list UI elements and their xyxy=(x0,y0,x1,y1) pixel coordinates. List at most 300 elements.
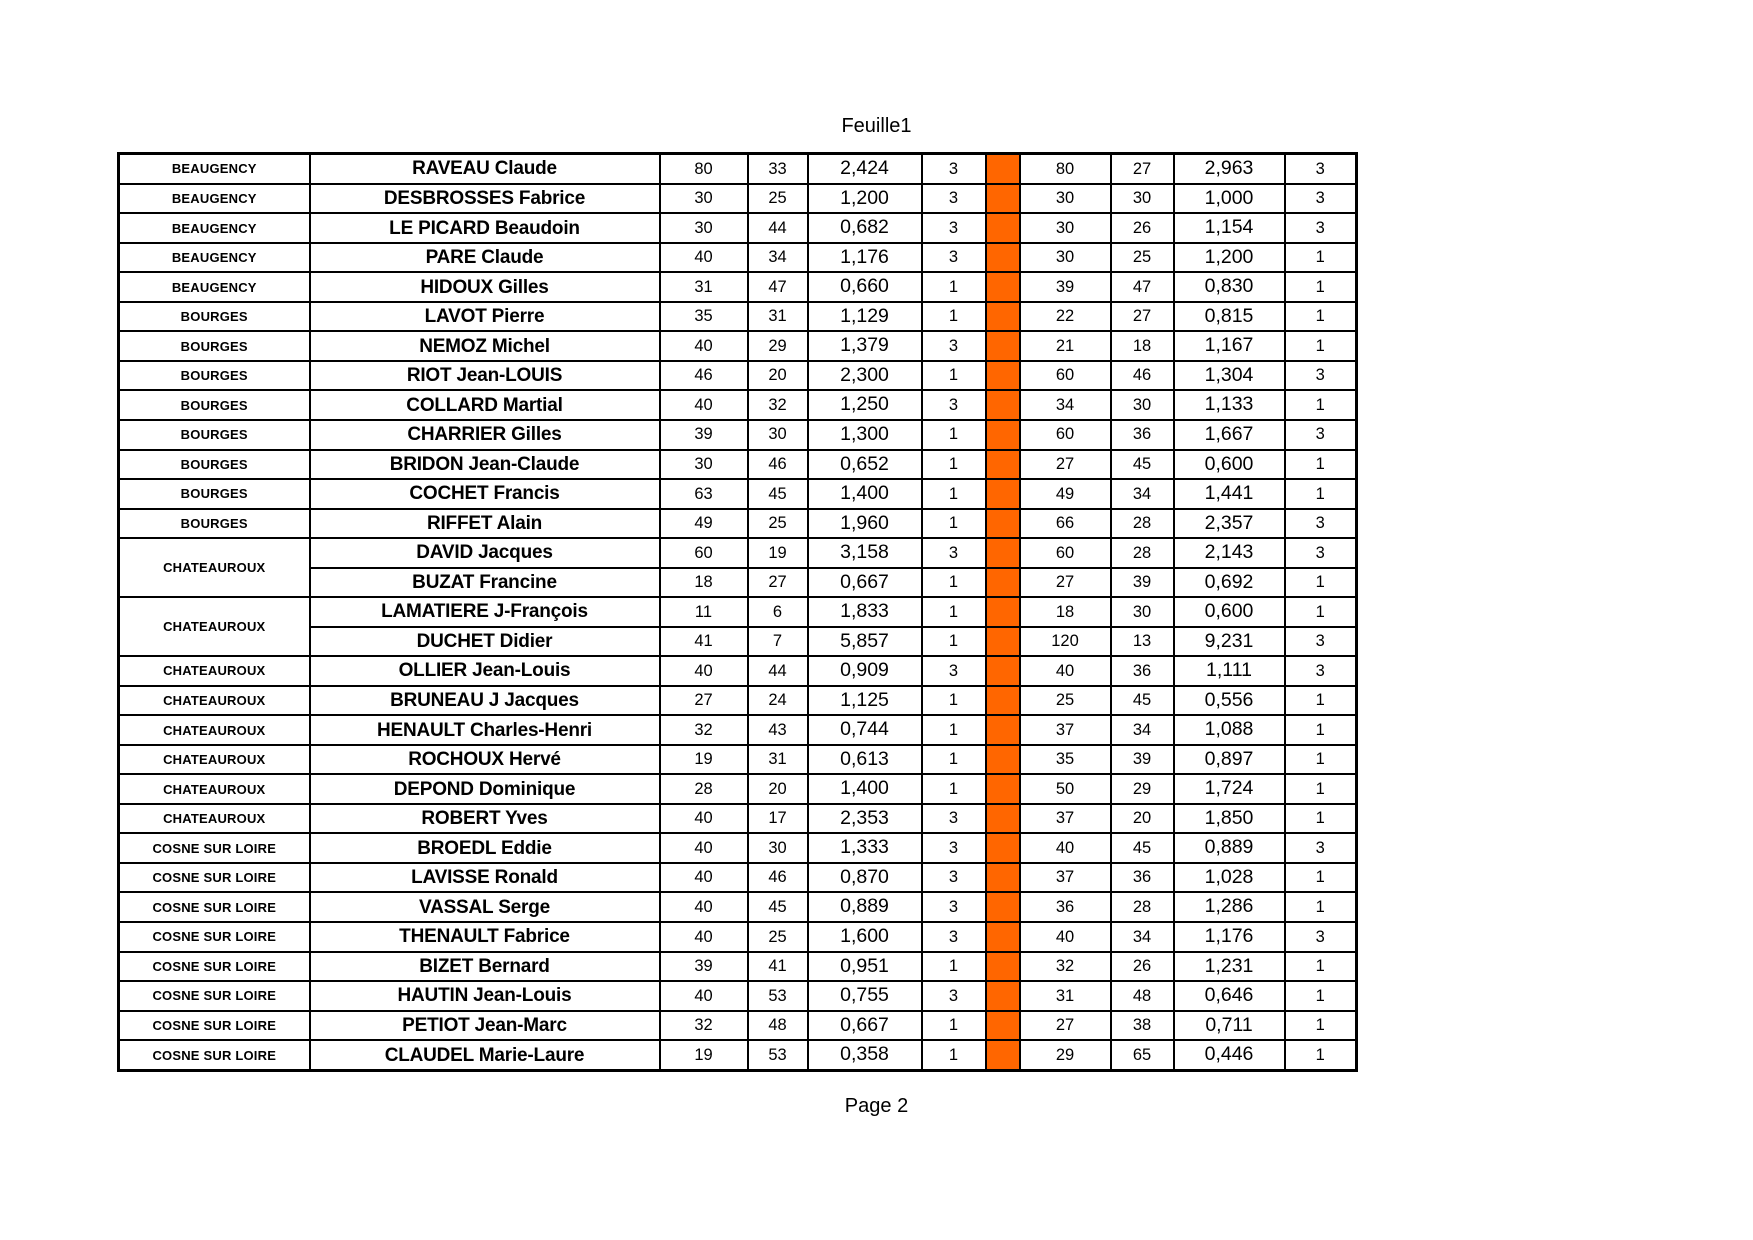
name-cell: CLAUDEL Marie-Laure xyxy=(310,1040,660,1070)
score-a2-cell: 25 xyxy=(748,922,808,952)
ratio-b-cell: 1,176 xyxy=(1174,922,1285,952)
name-cell: BRIDON Jean-Claude xyxy=(310,450,660,480)
points-a-cell: 1 xyxy=(922,1040,986,1070)
table-row xyxy=(119,331,1357,361)
points-a-cell: 3 xyxy=(922,804,986,834)
score-a1-cell: 40 xyxy=(660,243,748,273)
score-b1-cell: 31 xyxy=(1020,981,1111,1011)
ratio-a-cell: 0,613 xyxy=(808,745,922,775)
city-cell: BOURGES xyxy=(119,302,310,332)
ratio-b-cell: 1,088 xyxy=(1174,715,1285,745)
points-b-cell: 1 xyxy=(1285,479,1357,509)
score-a2-cell: 30 xyxy=(748,420,808,450)
ratio-b-cell: 1,441 xyxy=(1174,479,1285,509)
score-b2-cell: 28 xyxy=(1111,509,1174,539)
points-b-cell: 1 xyxy=(1285,302,1357,332)
ratio-b-cell: 1,850 xyxy=(1174,804,1285,834)
score-b2-cell: 45 xyxy=(1111,686,1174,716)
ratio-b-cell: 1,724 xyxy=(1174,774,1285,804)
ratio-a-cell: 1,200 xyxy=(808,184,922,214)
table-row xyxy=(119,686,1357,716)
score-b2-cell: 47 xyxy=(1111,272,1174,302)
score-b1-cell: 60 xyxy=(1020,538,1111,568)
points-a-cell: 1 xyxy=(922,745,986,775)
city-cell: CHATEAUROUX xyxy=(119,686,310,716)
score-b2-cell: 39 xyxy=(1111,568,1174,598)
ratio-a-cell: 0,951 xyxy=(808,952,922,982)
ratio-b-cell: 0,600 xyxy=(1174,597,1285,627)
results-table-wrap xyxy=(117,152,1358,1072)
ratio-b-cell: 1,167 xyxy=(1174,331,1285,361)
orange-separator-cell xyxy=(986,154,1020,184)
points-b-cell: 3 xyxy=(1285,922,1357,952)
orange-separator-cell xyxy=(986,892,1020,922)
score-a2-cell: 19 xyxy=(748,538,808,568)
ratio-a-cell: 1,333 xyxy=(808,833,922,863)
name-cell: BROEDL Eddie xyxy=(310,833,660,863)
score-b1-cell: 34 xyxy=(1020,390,1111,420)
points-a-cell: 1 xyxy=(922,715,986,745)
points-a-cell: 3 xyxy=(922,331,986,361)
city-cell: COSNE SUR LOIRE xyxy=(119,833,310,863)
score-b2-cell: 26 xyxy=(1111,952,1174,982)
points-a-cell: 3 xyxy=(922,981,986,1011)
score-b1-cell: 37 xyxy=(1020,804,1111,834)
ratio-a-cell: 0,755 xyxy=(808,981,922,1011)
city-cell: CHATEAUROUX xyxy=(119,774,310,804)
score-b2-cell: 39 xyxy=(1111,745,1174,775)
score-a1-cell: 39 xyxy=(660,420,748,450)
ratio-a-cell: 0,667 xyxy=(808,568,922,598)
score-a2-cell: 6 xyxy=(748,597,808,627)
score-b1-cell: 35 xyxy=(1020,745,1111,775)
points-a-cell: 1 xyxy=(922,686,986,716)
score-b2-cell: 65 xyxy=(1111,1040,1174,1070)
city-cell: BOURGES xyxy=(119,509,310,539)
ratio-a-cell: 1,176 xyxy=(808,243,922,273)
ratio-a-cell: 1,250 xyxy=(808,390,922,420)
name-cell: BIZET Bernard xyxy=(310,952,660,982)
ratio-b-cell: 0,446 xyxy=(1174,1040,1285,1070)
score-a2-cell: 43 xyxy=(748,715,808,745)
name-cell: RIOT Jean-LOUIS xyxy=(310,361,660,391)
ratio-a-cell: 1,400 xyxy=(808,479,922,509)
orange-separator-cell xyxy=(986,686,1020,716)
score-b1-cell: 30 xyxy=(1020,243,1111,273)
points-b-cell: 1 xyxy=(1285,892,1357,922)
points-b-cell: 3 xyxy=(1285,213,1357,243)
score-a2-cell: 45 xyxy=(748,892,808,922)
table-row xyxy=(119,745,1357,775)
page-number: Page 2 xyxy=(844,1095,909,1117)
score-b2-cell: 38 xyxy=(1111,1011,1174,1041)
score-b2-cell: 29 xyxy=(1111,774,1174,804)
ratio-b-cell: 1,000 xyxy=(1174,184,1285,214)
score-a1-cell: 19 xyxy=(660,1040,748,1070)
orange-separator-cell xyxy=(986,863,1020,893)
name-cell: NEMOZ Michel xyxy=(310,331,660,361)
orange-separator-cell xyxy=(986,302,1020,332)
ratio-b-cell: 1,231 xyxy=(1174,952,1285,982)
score-b2-cell: 45 xyxy=(1111,450,1174,480)
city-cell: CHATEAUROUX xyxy=(119,745,310,775)
city-cell: COSNE SUR LOIRE xyxy=(119,981,310,1011)
points-a-cell: 3 xyxy=(922,390,986,420)
points-b-cell: 3 xyxy=(1285,627,1357,657)
score-a1-cell: 28 xyxy=(660,774,748,804)
points-a-cell: 1 xyxy=(922,1011,986,1041)
name-cell: COLLARD Martial xyxy=(310,390,660,420)
score-a1-cell: 40 xyxy=(660,833,748,863)
ratio-a-cell: 1,833 xyxy=(808,597,922,627)
ratio-a-cell: 0,652 xyxy=(808,450,922,480)
points-a-cell: 3 xyxy=(922,184,986,214)
orange-separator-cell xyxy=(986,538,1020,568)
score-a2-cell: 47 xyxy=(748,272,808,302)
city-cell: CHATEAUROUX xyxy=(119,804,310,834)
score-b1-cell: 80 xyxy=(1020,154,1111,184)
city-cell: BEAUGENCY xyxy=(119,213,310,243)
city-cell: COSNE SUR LOIRE xyxy=(119,1040,310,1070)
ratio-b-cell: 1,304 xyxy=(1174,361,1285,391)
points-b-cell: 1 xyxy=(1285,390,1357,420)
score-a2-cell: 7 xyxy=(748,627,808,657)
table-row xyxy=(119,981,1357,1011)
table-row xyxy=(119,656,1357,686)
points-b-cell: 1 xyxy=(1285,745,1357,775)
ratio-a-cell: 0,744 xyxy=(808,715,922,745)
points-a-cell: 3 xyxy=(922,922,986,952)
ratio-b-cell: 9,231 xyxy=(1174,627,1285,657)
ratio-b-cell: 1,286 xyxy=(1174,892,1285,922)
points-a-cell: 1 xyxy=(922,509,986,539)
points-a-cell: 1 xyxy=(922,774,986,804)
orange-separator-cell xyxy=(986,479,1020,509)
score-a2-cell: 31 xyxy=(748,302,808,332)
ratio-b-cell: 1,200 xyxy=(1174,243,1285,273)
score-a2-cell: 53 xyxy=(748,1040,808,1070)
ratio-a-cell: 0,667 xyxy=(808,1011,922,1041)
score-b1-cell: 50 xyxy=(1020,774,1111,804)
orange-separator-cell xyxy=(986,361,1020,391)
points-b-cell: 3 xyxy=(1285,656,1357,686)
score-a1-cell: 19 xyxy=(660,745,748,775)
points-b-cell: 3 xyxy=(1285,420,1357,450)
city-cell: BOURGES xyxy=(119,331,310,361)
table-row xyxy=(119,361,1357,391)
points-a-cell: 1 xyxy=(922,597,986,627)
points-b-cell: 1 xyxy=(1285,568,1357,598)
points-a-cell: 1 xyxy=(922,952,986,982)
table-row xyxy=(119,892,1357,922)
table-row xyxy=(119,1011,1357,1041)
points-b-cell: 1 xyxy=(1285,450,1357,480)
points-a-cell: 1 xyxy=(922,627,986,657)
name-cell: BUZAT Francine xyxy=(310,568,660,598)
score-b2-cell: 28 xyxy=(1111,538,1174,568)
score-a1-cell: 60 xyxy=(660,538,748,568)
city-cell: BEAUGENCY xyxy=(119,272,310,302)
name-cell: PARE Claude xyxy=(310,243,660,273)
orange-separator-cell xyxy=(986,715,1020,745)
score-b1-cell: 22 xyxy=(1020,302,1111,332)
ratio-a-cell: 0,358 xyxy=(808,1040,922,1070)
table-row xyxy=(119,390,1357,420)
score-a1-cell: 40 xyxy=(660,331,748,361)
score-a2-cell: 25 xyxy=(748,509,808,539)
table-row xyxy=(119,420,1357,450)
table-row xyxy=(119,509,1357,539)
score-a2-cell: 27 xyxy=(748,568,808,598)
name-cell: LAVOT Pierre xyxy=(310,302,660,332)
score-b2-cell: 30 xyxy=(1111,597,1174,627)
points-b-cell: 1 xyxy=(1285,863,1357,893)
city-cell: CHATEAUROUX xyxy=(119,597,310,656)
score-b2-cell: 34 xyxy=(1111,715,1174,745)
score-a1-cell: 32 xyxy=(660,1011,748,1041)
score-a1-cell: 30 xyxy=(660,184,748,214)
city-cell: BOURGES xyxy=(119,361,310,391)
score-a2-cell: 53 xyxy=(748,981,808,1011)
score-b1-cell: 18 xyxy=(1020,597,1111,627)
score-b1-cell: 39 xyxy=(1020,272,1111,302)
points-a-cell: 1 xyxy=(922,302,986,332)
points-b-cell: 1 xyxy=(1285,331,1357,361)
ratio-a-cell: 0,870 xyxy=(808,863,922,893)
score-b1-cell: 27 xyxy=(1020,450,1111,480)
orange-separator-cell xyxy=(986,774,1020,804)
points-b-cell: 3 xyxy=(1285,833,1357,863)
points-b-cell: 3 xyxy=(1285,361,1357,391)
ratio-b-cell: 1,111 xyxy=(1174,656,1285,686)
ratio-b-cell: 0,600 xyxy=(1174,450,1285,480)
points-a-cell: 1 xyxy=(922,568,986,598)
orange-separator-cell xyxy=(986,597,1020,627)
score-b1-cell: 60 xyxy=(1020,361,1111,391)
table-row xyxy=(119,213,1357,243)
points-a-cell: 3 xyxy=(922,656,986,686)
points-a-cell: 1 xyxy=(922,450,986,480)
ratio-b-cell: 0,646 xyxy=(1174,981,1285,1011)
score-b1-cell: 37 xyxy=(1020,863,1111,893)
ratio-a-cell: 1,400 xyxy=(808,774,922,804)
score-a1-cell: 63 xyxy=(660,479,748,509)
score-a2-cell: 32 xyxy=(748,390,808,420)
table-row xyxy=(119,715,1357,745)
score-a2-cell: 46 xyxy=(748,863,808,893)
score-a1-cell: 40 xyxy=(660,863,748,893)
score-b1-cell: 40 xyxy=(1020,833,1111,863)
orange-separator-cell xyxy=(986,627,1020,657)
score-a2-cell: 34 xyxy=(748,243,808,273)
table-row xyxy=(119,243,1357,273)
city-cell: CHATEAUROUX xyxy=(119,656,310,686)
ratio-b-cell: 0,897 xyxy=(1174,745,1285,775)
score-a2-cell: 17 xyxy=(748,804,808,834)
points-a-cell: 3 xyxy=(922,863,986,893)
table-row xyxy=(119,302,1357,332)
table-row xyxy=(119,479,1357,509)
table-row xyxy=(119,184,1357,214)
name-cell: CHARRIER Gilles xyxy=(310,420,660,450)
points-a-cell: 3 xyxy=(922,243,986,273)
ratio-b-cell: 2,963 xyxy=(1174,154,1285,184)
name-cell: DESBROSSES Fabrice xyxy=(310,184,660,214)
city-cell: BEAUGENCY xyxy=(119,154,310,184)
orange-separator-cell xyxy=(986,184,1020,214)
points-a-cell: 3 xyxy=(922,213,986,243)
table-row xyxy=(119,154,1357,184)
score-a2-cell: 41 xyxy=(748,952,808,982)
score-b1-cell: 29 xyxy=(1020,1040,1111,1070)
ratio-a-cell: 2,424 xyxy=(808,154,922,184)
name-cell: THENAULT Fabrice xyxy=(310,922,660,952)
ratio-b-cell: 0,556 xyxy=(1174,686,1285,716)
score-a1-cell: 31 xyxy=(660,272,748,302)
score-b1-cell: 36 xyxy=(1020,892,1111,922)
results-table-body xyxy=(119,154,1357,1071)
score-b1-cell: 40 xyxy=(1020,922,1111,952)
points-b-cell: 3 xyxy=(1285,184,1357,214)
ratio-a-cell: 1,300 xyxy=(808,420,922,450)
points-b-cell: 1 xyxy=(1285,1040,1357,1070)
orange-separator-cell xyxy=(986,656,1020,686)
sheet-title: Feuille1 xyxy=(841,115,912,137)
ratio-b-cell: 0,830 xyxy=(1174,272,1285,302)
ratio-b-cell: 2,357 xyxy=(1174,509,1285,539)
city-cell: COSNE SUR LOIRE xyxy=(119,863,310,893)
points-a-cell: 1 xyxy=(922,420,986,450)
city-cell: BEAUGENCY xyxy=(119,243,310,273)
orange-separator-cell xyxy=(986,1040,1020,1070)
city-cell: CHATEAUROUX xyxy=(119,538,310,597)
orange-separator-cell xyxy=(986,420,1020,450)
score-a1-cell: 39 xyxy=(660,952,748,982)
points-b-cell: 1 xyxy=(1285,804,1357,834)
score-b2-cell: 13 xyxy=(1111,627,1174,657)
score-a2-cell: 24 xyxy=(748,686,808,716)
score-a2-cell: 45 xyxy=(748,479,808,509)
ratio-a-cell: 1,379 xyxy=(808,331,922,361)
ratio-b-cell: 0,815 xyxy=(1174,302,1285,332)
score-b1-cell: 60 xyxy=(1020,420,1111,450)
name-cell: HIDOUX Gilles xyxy=(310,272,660,302)
name-cell: RIFFET Alain xyxy=(310,509,660,539)
city-cell: COSNE SUR LOIRE xyxy=(119,892,310,922)
score-b1-cell: 66 xyxy=(1020,509,1111,539)
points-b-cell: 1 xyxy=(1285,981,1357,1011)
score-a1-cell: 40 xyxy=(660,390,748,420)
score-a1-cell: 40 xyxy=(660,656,748,686)
city-cell: BEAUGENCY xyxy=(119,184,310,214)
name-cell: HAUTIN Jean-Louis xyxy=(310,981,660,1011)
score-b2-cell: 28 xyxy=(1111,892,1174,922)
ratio-a-cell: 0,660 xyxy=(808,272,922,302)
ratio-b-cell: 1,667 xyxy=(1174,420,1285,450)
score-a1-cell: 30 xyxy=(660,213,748,243)
score-a2-cell: 46 xyxy=(748,450,808,480)
name-cell: VASSAL Serge xyxy=(310,892,660,922)
orange-separator-cell xyxy=(986,952,1020,982)
score-a1-cell: 40 xyxy=(660,804,748,834)
orange-separator-cell xyxy=(986,272,1020,302)
score-a2-cell: 20 xyxy=(748,361,808,391)
score-b1-cell: 120 xyxy=(1020,627,1111,657)
name-cell: BRUNEAU J Jacques xyxy=(310,686,660,716)
orange-separator-cell xyxy=(986,331,1020,361)
points-a-cell: 1 xyxy=(922,272,986,302)
name-cell: ROCHOUX Hervé xyxy=(310,745,660,775)
points-b-cell: 1 xyxy=(1285,1011,1357,1041)
orange-separator-cell xyxy=(986,804,1020,834)
name-cell: RAVEAU Claude xyxy=(310,154,660,184)
ratio-a-cell: 1,125 xyxy=(808,686,922,716)
results-table xyxy=(117,152,1358,1072)
score-b2-cell: 48 xyxy=(1111,981,1174,1011)
score-b1-cell: 40 xyxy=(1020,656,1111,686)
ratio-a-cell: 2,300 xyxy=(808,361,922,391)
points-a-cell: 1 xyxy=(922,361,986,391)
ratio-b-cell: 0,889 xyxy=(1174,833,1285,863)
table-row xyxy=(119,450,1357,480)
points-b-cell: 1 xyxy=(1285,715,1357,745)
ratio-a-cell: 5,857 xyxy=(808,627,922,657)
table-row xyxy=(119,597,1357,627)
score-a2-cell: 31 xyxy=(748,745,808,775)
ratio-a-cell: 2,353 xyxy=(808,804,922,834)
name-cell: DAVID Jacques xyxy=(310,538,660,568)
name-cell: LAVISSE Ronald xyxy=(310,863,660,893)
score-b2-cell: 25 xyxy=(1111,243,1174,273)
points-b-cell: 1 xyxy=(1285,243,1357,273)
score-a2-cell: 29 xyxy=(748,331,808,361)
ratio-b-cell: 0,692 xyxy=(1174,568,1285,598)
ratio-a-cell: 1,129 xyxy=(808,302,922,332)
ratio-b-cell: 2,143 xyxy=(1174,538,1285,568)
score-b1-cell: 32 xyxy=(1020,952,1111,982)
ratio-b-cell: 1,133 xyxy=(1174,390,1285,420)
ratio-a-cell: 1,960 xyxy=(808,509,922,539)
score-b2-cell: 27 xyxy=(1111,302,1174,332)
name-cell: LAMATIERE J-François xyxy=(310,597,660,627)
score-a2-cell: 33 xyxy=(748,154,808,184)
name-cell: PETIOT Jean-Marc xyxy=(310,1011,660,1041)
score-a1-cell: 30 xyxy=(660,450,748,480)
ratio-a-cell: 0,909 xyxy=(808,656,922,686)
score-b1-cell: 27 xyxy=(1020,568,1111,598)
score-a2-cell: 20 xyxy=(748,774,808,804)
name-cell: DEPOND Dominique xyxy=(310,774,660,804)
score-a1-cell: 40 xyxy=(660,922,748,952)
orange-separator-cell xyxy=(986,390,1020,420)
name-cell: OLLIER Jean-Louis xyxy=(310,656,660,686)
score-b1-cell: 25 xyxy=(1020,686,1111,716)
city-cell: CHATEAUROUX xyxy=(119,715,310,745)
score-b1-cell: 30 xyxy=(1020,213,1111,243)
score-a2-cell: 44 xyxy=(748,213,808,243)
orange-separator-cell xyxy=(986,833,1020,863)
ratio-a-cell: 1,600 xyxy=(808,922,922,952)
score-b2-cell: 34 xyxy=(1111,922,1174,952)
points-b-cell: 3 xyxy=(1285,509,1357,539)
score-a2-cell: 25 xyxy=(748,184,808,214)
score-b2-cell: 36 xyxy=(1111,656,1174,686)
score-b2-cell: 26 xyxy=(1111,213,1174,243)
ratio-b-cell: 1,028 xyxy=(1174,863,1285,893)
orange-separator-cell xyxy=(986,981,1020,1011)
score-b2-cell: 27 xyxy=(1111,154,1174,184)
city-cell: COSNE SUR LOIRE xyxy=(119,922,310,952)
